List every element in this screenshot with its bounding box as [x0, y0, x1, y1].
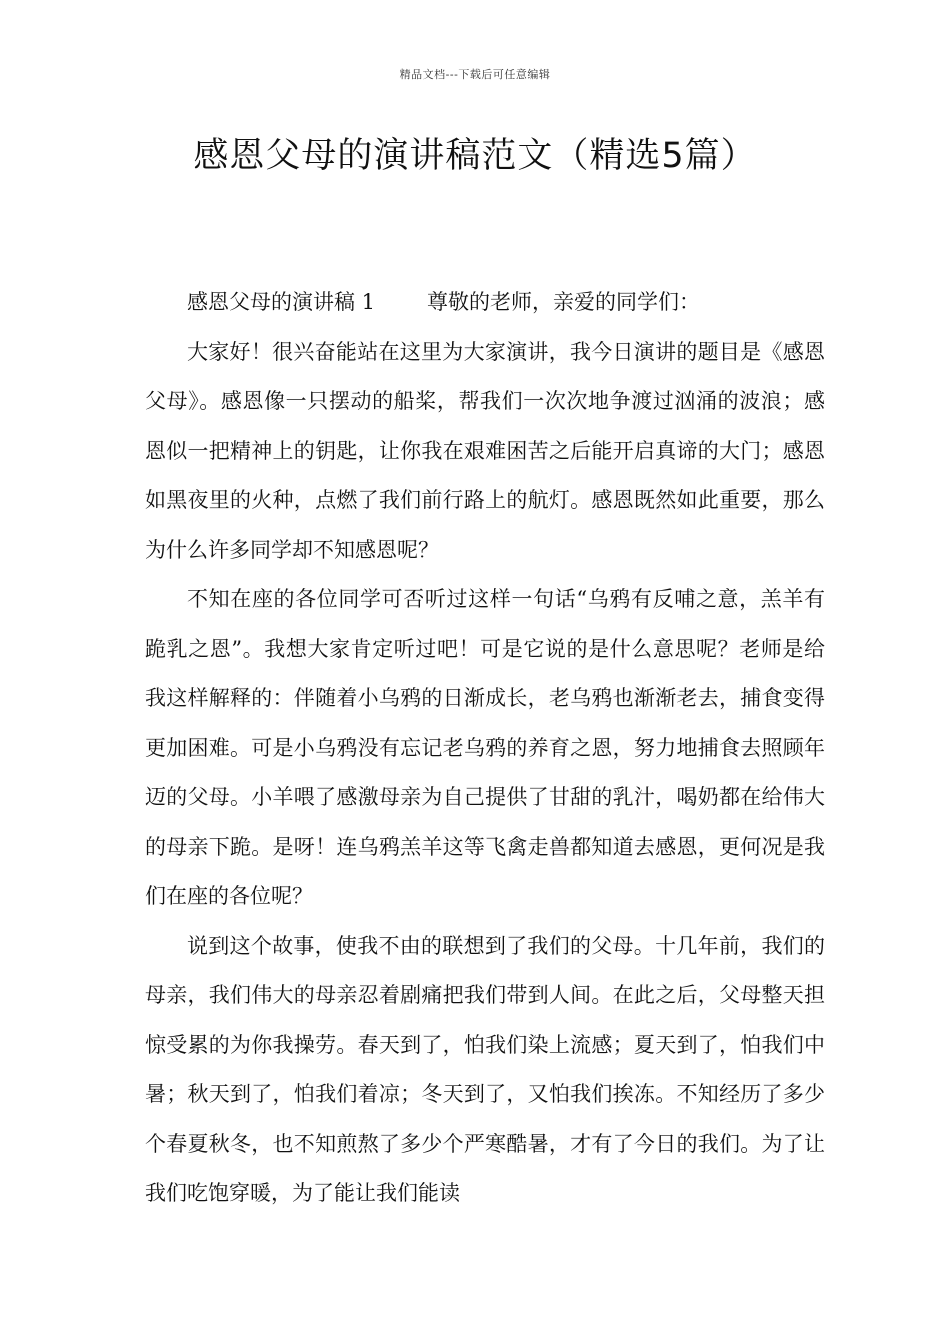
paragraph-3: 说到这个故事，使我不由的联想到了我们的父母。十几年前，我们的母亲，我们伟大的母亲忍着剧痛把我们带到人间。在此之后，父母整天担惊受累的为你我操劳。春天到了，怕我们染上流感；夏天到了，怕我们中暑；秋天到了，怕我们着凉；冬天到了，又怕我们挨冻。不知经历了多少个春夏秋冬，也不知煎熬了多少个严寒酷暑，才有了今日的我们。为了让我们吃饱穿暖，为了能让我们能读 — [145, 933, 825, 1205]
intro-line — [145, 278, 825, 328]
paragraph-2: 不知在座的各位同学可否听过这样一句话“乌鸦有反哺之意，羔羊有跪乳之恩”。我想大家肯定听过吧！可是它说的是什么意思呢？老师是给我这样解释的：伴随着小乌鸦的日渐成长，老乌鸦也渐渐老去，捕食变得更加困难。可是小乌鸦没有忘记老乌鸦的养育之恩，努力地捕食去照顾年迈的父母。小羊喂了感激母亲为自己提供了甘甜的乳汁，喝奶都在给伟大的母亲下跪。是呀！连乌鸦羔羊这等飞禽走兽都知道去感恩，更何况是我们在座的各位呢？ — [145, 587, 825, 908]
page-title: 感恩父母的演讲稿范文（精选5篇） — [193, 136, 757, 176]
header-note: 精品文档---下载后可任意编辑 — [399, 68, 551, 81]
salutation: 尊敬的老师，亲爱的同学们： — [427, 290, 701, 314]
paragraph-1: 大家好！很兴奋能站在这里为大家演讲，我今日演讲的题目是《感恩父母》。感恩像一只摆动的船桨，帮我们一次次地争渡过汹涌的波浪；感恩似一把精神上的钥匙，让你我在艰难困苦之后能开启真谛的大门；感恩如黑夜里的火种，点燃了我们前行路上的航灯。感恩既然如此重要，那么为什么许多同学却不知感恩呢？ — [145, 339, 825, 562]
document-body — [145, 278, 825, 1219]
speech-label: 感恩父母的演讲稿 1 — [187, 290, 376, 314]
